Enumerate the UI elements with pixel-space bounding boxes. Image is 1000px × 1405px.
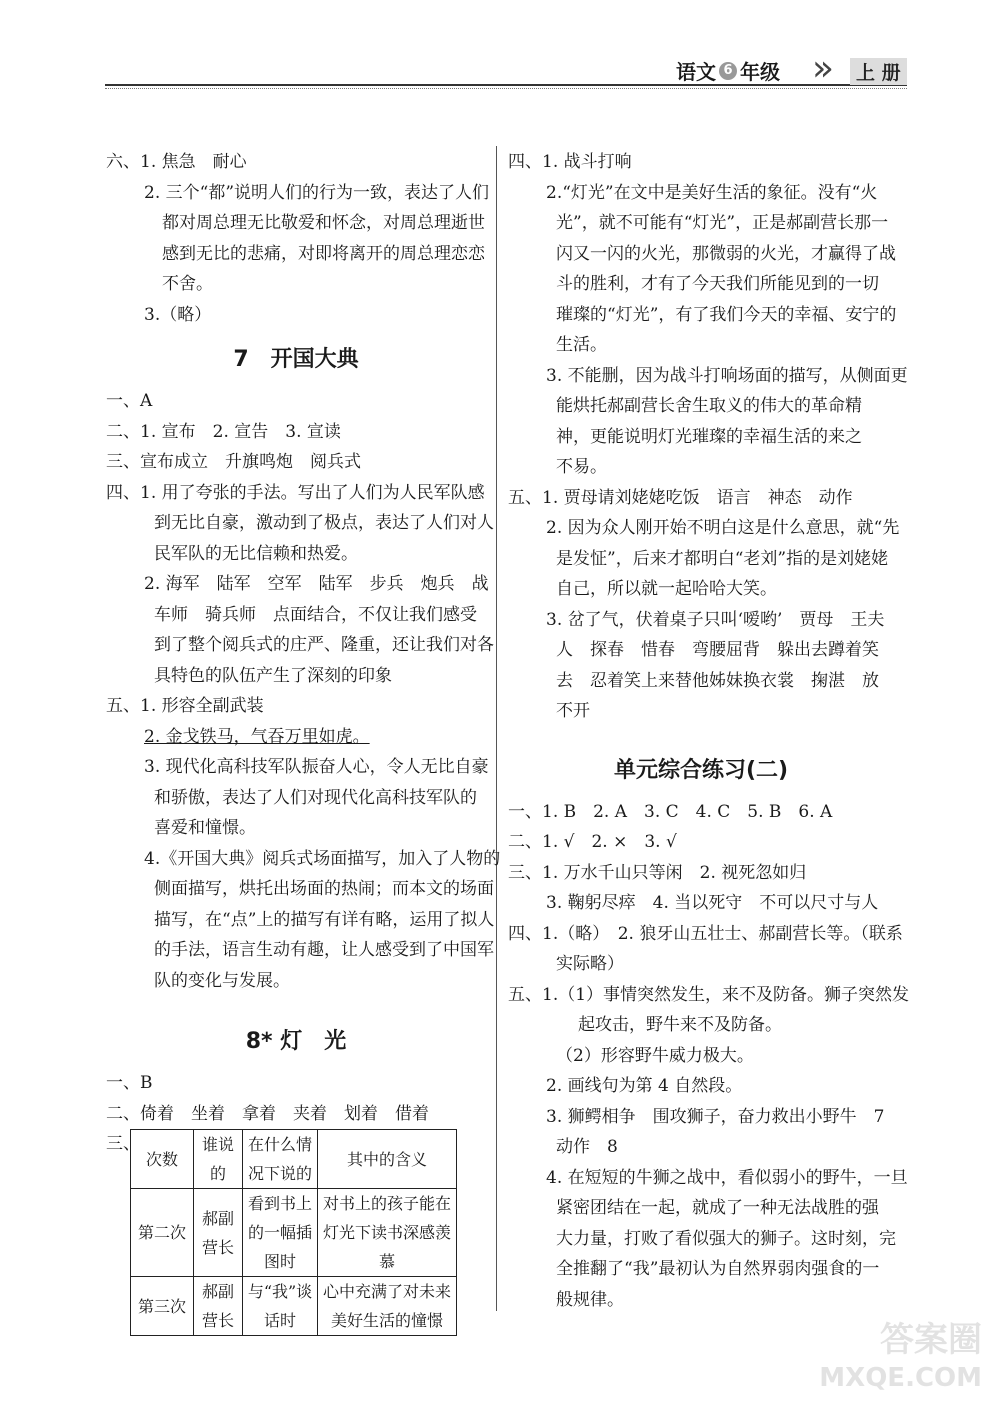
answer-line: 车师 骑兵师 点面结合，不仅让我们感受: [154, 604, 477, 625]
answer-line: 全推翻了“我”最初认为自然界弱肉强食的一: [556, 1259, 880, 1279]
answer-line: 实际略）: [556, 954, 624, 974]
table-cell: 看到书上的一幅插图时: [243, 1189, 318, 1277]
answer-line: 四、1.（略） 2. 狼牙山五壮士、郝副营长等。（联系: [508, 923, 903, 944]
answer-line: 3. 鞠躬尽瘁 4. 当以死守 不可以尺寸与人: [546, 893, 879, 913]
header-subject: 语文: [676, 60, 716, 84]
answer-line: 一、1. B 2. A 3. C 4. C 5. B 6. A: [508, 801, 833, 822]
answer-line: 四、1. 战斗打响: [508, 152, 632, 172]
answer-line: 3. 不能删，因为战斗打响场面的描写，从侧面更: [546, 365, 908, 386]
answer-line: 二、1. √ 2. × 3. √: [508, 832, 677, 852]
answer-line: 六、1. 焦急 耐心: [106, 152, 247, 172]
answer-line: 2. 海军 陆军 空军 陆军 步兵 炮兵 战: [144, 574, 489, 594]
answer-line: 具特色的队伍产生了深刻的印象: [154, 665, 392, 686]
answer-line: 队的变化与发展。: [154, 970, 290, 991]
header-rule: [105, 84, 907, 86]
table-row: [131, 1189, 457, 1277]
answer-line: 生活。: [556, 335, 607, 355]
answer-line: 和骄傲，表达了人们对现代化高科技军队的: [154, 787, 477, 808]
answer-line: 二、倚着 坐着 拿着 夹着 划着 借着: [106, 1103, 429, 1124]
answer-line: 3. 岔了气，伏着桌子只叫‘嗳哟’ 贾母 王夫: [546, 609, 885, 630]
answer-line: 一、A: [106, 391, 153, 411]
table-cell: 与“我”谈话时: [243, 1277, 318, 1336]
answer-line: 描写，在“点”上的描写有详有略，运用了拟人: [154, 909, 495, 930]
answer-line: 2. 三个“都”说明人们的行为一致，表达了人们: [144, 182, 490, 203]
watermark-logo: [819, 1321, 982, 1397]
answer-line: 璀璨的“灯光”，有了我们今天的幸福、安宁的: [556, 304, 897, 325]
answer-line: 神，更能说明灯光璀璨的幸福生活的来之: [556, 426, 862, 447]
answer-line: 侧面描写，烘托出场面的热闹；而本文的场面: [154, 879, 494, 899]
answer-line: 4.《开国大典》阅兵式场面描写，加入了人物的: [144, 848, 501, 869]
chevron-icon: »: [812, 48, 825, 89]
answer-line: 般规律。: [556, 1289, 624, 1310]
answer-line: 都对周总理无比敬爱和怀念，对周总理逝世: [162, 213, 485, 233]
answer-line: 不舍。: [162, 274, 213, 294]
answer-line: 能烘托郝副营长舍生取义的伟大的革命精: [556, 396, 862, 416]
header-volume: 上 册: [850, 58, 907, 85]
answer-line: 的手法，语言生动有趣，让人感受到了中国军: [154, 940, 494, 960]
answer-line: 到无比自豪，激动到了极点，表达了人们对人: [154, 513, 494, 533]
answer-line: 自己，所以就一起哈哈大笑。: [556, 579, 777, 599]
answer-line: 4. 在短短的牛狮之战中，看似弱小的野牛，一旦: [546, 1167, 908, 1188]
header-subject-grade: [676, 56, 780, 85]
answer-line: 到了整个阅兵式的庄严、隆重，还让我们对各: [154, 635, 494, 655]
answer-line: （2）形容野牛威力极大。: [556, 1045, 754, 1066]
table-cell: 第三次: [131, 1277, 194, 1336]
watermark-line1: 答案圈: [880, 1320, 982, 1360]
table-row: [131, 1277, 457, 1336]
table-header-cell: 在什么情况下说的: [243, 1130, 318, 1189]
header-rule-dotted: [105, 88, 907, 89]
answer-line: 三、宣布成立 升旗鸣炮 阅兵式: [106, 452, 361, 472]
answer-line: 闪又一闪的火光，那微弱的火光，才赢得了战: [556, 243, 896, 264]
table-cell: 郝副营长: [194, 1277, 243, 1336]
column-divider: [496, 146, 497, 1311]
answer-line: 2. 因为众人刚开始不明白这是什么意思，就“先: [546, 518, 900, 538]
answer-line: 是发怔”，后来才都明白“老刘”指的是刘姥姥: [556, 548, 889, 569]
answer-line: 三、1. 万水千山只等闲 2. 视死忽如归: [508, 862, 807, 883]
answer-line: 3. 狮鳄相争 围攻狮子，奋力救出小野牛 7: [546, 1106, 885, 1127]
header-grade: 年级: [740, 60, 780, 84]
answer-line: 不易。: [556, 457, 607, 477]
answer-line: 去 忍着笑上来替他姊妹换衣裳 掬湛 放: [556, 670, 879, 691]
answer-line: 动作 8: [556, 1137, 618, 1157]
watermark-line2: MXQE.COM: [819, 1363, 982, 1393]
right-column: [508, 147, 910, 1315]
answer-line: 3.（略）: [144, 304, 212, 325]
answer-line: 2. 画线句为第 4 自然段。: [546, 1076, 743, 1096]
table-cell: 对书上的孩子能在灯光下读书深感羡慕: [318, 1189, 457, 1277]
answer-line: 2.“灯光”在文中是美好生活的象征。没有“火: [546, 182, 878, 203]
answer-line: 感到无比的悲痛，对即将离开的周总理恋恋: [162, 243, 485, 264]
answer-line: 人 探春 惜春 弯腰屈背 躲出去蹲着笑: [556, 640, 879, 660]
answer-line: 五、1. 形容全副武装: [106, 696, 264, 716]
answer-line: 民军队的无比信赖和热爱。: [154, 543, 358, 564]
table-header-cell: 其中的含义: [318, 1130, 457, 1189]
answer-line: 三、: [106, 1134, 140, 1154]
left-column: [106, 147, 501, 1336]
chapter-title-8: 8* 灯 光: [245, 1029, 347, 1054]
table-cell: 第二次: [131, 1189, 194, 1277]
answer-line-underlined: 2. 金戈铁马，气吞万里如虎。: [144, 726, 370, 747]
answer-line: 一、B: [106, 1073, 153, 1093]
answer-line: 斗的胜利，才有了今天我们所能见到的一切: [556, 274, 879, 294]
answer-line: 光”，就不可能有“灯光”，正是郝副营长那一: [556, 213, 889, 233]
answer-table: [130, 1129, 457, 1336]
table-header-cell: 谁说的: [194, 1130, 243, 1189]
unit-review-title: 单元综合练习(二): [613, 757, 789, 783]
table-cell: 心中充满了对未来美好生活的憧憬: [318, 1277, 457, 1336]
answer-line: 起攻击，野牛来不及防备。: [578, 1015, 782, 1035]
table-header-row: [131, 1130, 457, 1189]
answer-line: 喜爱和憧憬。: [154, 818, 256, 838]
answer-line: 大力量，打败了看似强大的狮子。这时刻，完: [556, 1228, 896, 1249]
grade-number-badge: 6: [719, 62, 737, 80]
table-header-cell: 次数: [131, 1130, 194, 1189]
chapter-title-7: 7 开国大典: [233, 347, 359, 372]
answer-line: 3. 现代化高科技军队振奋人心，令人无比自豪: [144, 757, 489, 777]
answer-line: 不开: [556, 701, 590, 721]
answer-line: 紧密团结在一起，就成了一种无法战胜的强: [556, 1198, 879, 1218]
answer-line: 二、1. 宣布 2. 宣告 3. 宣读: [106, 421, 341, 442]
table-cell: 郝副营长: [194, 1189, 243, 1277]
answer-line: 四、1. 用了夸张的手法。写出了人们为人民军队感: [106, 482, 485, 503]
answer-line: 五、1. 贾母请刘姥姥吃饭 语言 神态 动作: [508, 487, 853, 508]
answer-line: 五、1.（1）事情突然发生，来不及防备。狮子突然发: [508, 984, 910, 1005]
